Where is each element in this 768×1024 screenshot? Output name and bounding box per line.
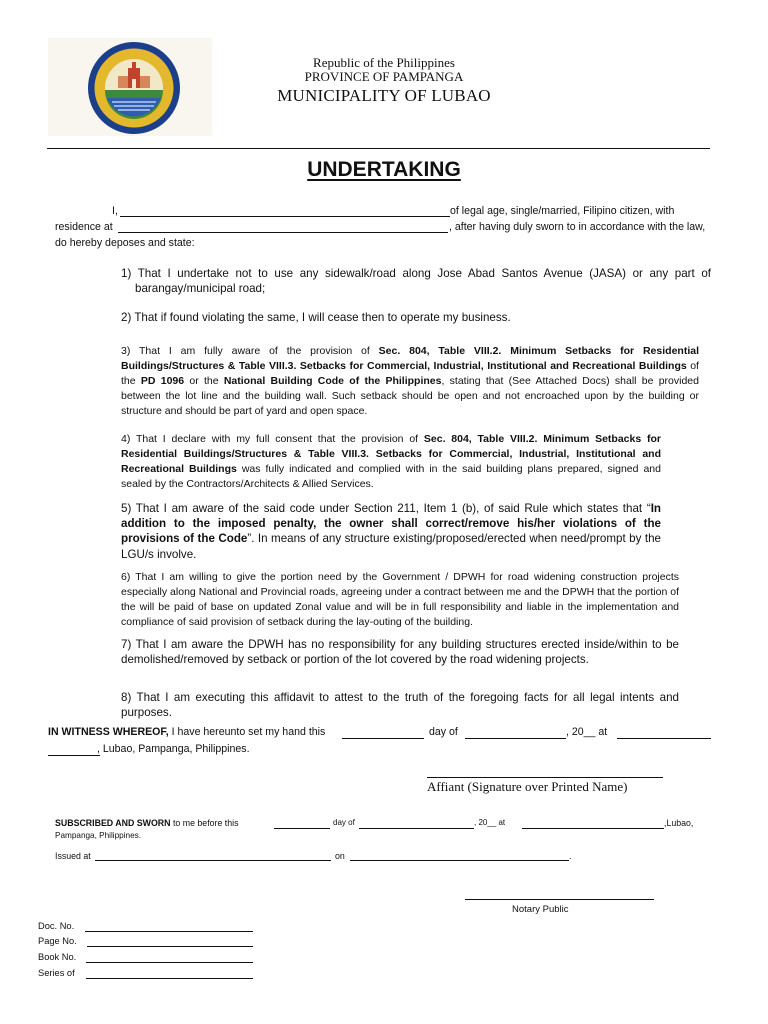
intro-i: I, bbox=[112, 205, 118, 217]
subscribed-bold: SUBSCRIBED AND SWORN bbox=[55, 818, 171, 828]
item-3-g: , stating that (See Attached Docs) shall be provided between the lot line and the building wall. Such setback should be open and not encroached upon by the building or structure and should be part of yard and open space. bbox=[121, 375, 699, 417]
item-5-b: In addition to the imposed penalty, the owner shall correct/remove his/her violations of the provisions of the Code bbox=[121, 502, 661, 546]
intro-depose: do hereby deposes and state: bbox=[55, 237, 195, 249]
notary-label: Notary Public bbox=[512, 904, 569, 915]
book-no-label: Book No. bbox=[38, 952, 77, 962]
document-title bbox=[0, 158, 768, 182]
witness-text: I have hereunto set my hand this bbox=[168, 726, 326, 738]
witness-day-line bbox=[342, 738, 424, 739]
item-3-f: National Building Code of the Philippines bbox=[223, 375, 442, 387]
item-2: 2) That if found violating the same, I will cease then to operate my business. bbox=[121, 311, 511, 324]
header-divider bbox=[47, 148, 710, 149]
item-1-text: 1) That I undertake not to use any sidewalk/road along Jose Abad Santos Avenue (JASA) or any part of barangay/municipal road; bbox=[121, 267, 711, 296]
subscribed-at-line bbox=[522, 828, 664, 829]
municipality-line: MUNICIPALITY OF LUBAO bbox=[277, 86, 491, 105]
page-no-line bbox=[87, 946, 253, 947]
issued-at-label: Issued at bbox=[55, 851, 91, 861]
intro-age: of legal age, single/married, Filipino citizen, with bbox=[450, 205, 675, 217]
item-8: 8) That I am executing this affidavit to attest to the truth of the foregoing facts for all legal intents and purposes. bbox=[121, 691, 679, 720]
item-4-c: was fully indicated and complied with in the said building plans prepared, signed and sealed by the Contractors/Architects & Allied Services. bbox=[121, 463, 661, 490]
doc-no-line bbox=[85, 931, 253, 932]
item-7: 7) That I am aware the DPWH has no responsibility for any building structures erected inside/within to be demolished/removed by setback or portion of the lot covered by the road widening projects. bbox=[121, 638, 679, 667]
issued-at-line bbox=[95, 860, 331, 861]
series-of-line bbox=[86, 978, 253, 979]
issued-on-label: on bbox=[335, 851, 345, 861]
republic-line: Republic of the Philippines bbox=[313, 55, 455, 70]
series-of-label: Series of bbox=[38, 968, 75, 978]
notary-signature-line bbox=[465, 899, 654, 900]
item-5-c: ”. In means of any structure existing/proposed/erected when need/prompt by the LGU/s involve. bbox=[121, 532, 662, 561]
issued-end: . bbox=[569, 851, 572, 861]
document-title-text: UNDERTAKING bbox=[307, 158, 461, 181]
item-3-e: or the bbox=[184, 375, 224, 387]
subscribed-month-line bbox=[359, 828, 474, 829]
subscribed-day-of: day of bbox=[333, 818, 355, 827]
subscribed-place: Pampanga, Philippines. bbox=[55, 831, 142, 840]
item-3-c: of the bbox=[121, 360, 699, 387]
item-3-a: 3) That I am fully aware of the provision of bbox=[121, 345, 379, 357]
province-line: PROVINCE OF PAMPANGA bbox=[304, 69, 464, 84]
item-3-b: Sec. 804, Table VIII.2. Minimum Setbacks for Residential Buildings/Structures & Table VIII.3. Setbacks for Commercial, Industrial, Institutional and Recreational Buildings bbox=[121, 345, 699, 372]
subscribed-clause bbox=[55, 817, 238, 829]
subscribed-day-line bbox=[274, 828, 330, 829]
municipal-seal bbox=[48, 38, 212, 136]
name-field-line bbox=[120, 216, 450, 217]
witness-month-line bbox=[465, 738, 566, 739]
intro-residence: residence at bbox=[55, 221, 113, 233]
witness-bold: IN WITNESS WHEREOF, bbox=[48, 726, 169, 738]
issued-on-line bbox=[350, 860, 569, 861]
item-4 bbox=[121, 432, 661, 492]
intro-sworn: , after having duly sworn to in accordance with the law, bbox=[449, 221, 706, 233]
page-no-label: Page No. bbox=[38, 936, 77, 946]
witness-day-of: day of bbox=[429, 726, 458, 738]
subscribed-year: , 20__ at bbox=[474, 818, 506, 827]
doc-no-label: Doc. No. bbox=[38, 921, 75, 931]
witness-clause bbox=[48, 726, 325, 738]
subscribed-lubao: ,Lubao, bbox=[664, 818, 694, 828]
witness-place-line bbox=[48, 755, 100, 756]
witness-place: , Lubao, Pampanga, Philippines. bbox=[97, 743, 250, 755]
residence-field-line bbox=[118, 232, 448, 233]
affiant-label: Affiant (Signature over Printed Name) bbox=[427, 779, 628, 794]
affiant-signature-line bbox=[427, 777, 663, 778]
item-6: 6) That I am willing to give the portion need by the Government / DPWH for road widening construction projects especially along National and Provincial roads, agreeing under a contract between me and the DPWH that the portion of the will be paid of base on updated Zonal value and will be in full responsibility and liable in the implementation and compliance of said provision of setback during the lay-outing of the building. bbox=[121, 571, 679, 628]
book-no-line bbox=[86, 962, 253, 963]
item-3 bbox=[121, 344, 699, 419]
witness-at-line bbox=[617, 738, 711, 739]
item-5 bbox=[121, 501, 661, 562]
item-5-a: 5) That I am aware of the said code under Section 211, Item 1 (b), of said Rule which states that “ bbox=[121, 502, 651, 515]
item-1 bbox=[121, 266, 711, 296]
item-4-a: 4) That I declare with my full consent that the provision of bbox=[121, 433, 424, 445]
item-3-d: PD 1096 bbox=[140, 375, 185, 387]
subscribed-text: to me before this bbox=[170, 818, 239, 828]
item-4-b: Sec. 804, Table VIII.2. Minimum Setbacks for Residential Buildings/Structures & Table VIII.3. Setbacks for Commercial, Industrial, Institutional and Recreational Buildings bbox=[121, 433, 661, 475]
witness-year: , 20__ at bbox=[566, 726, 608, 738]
